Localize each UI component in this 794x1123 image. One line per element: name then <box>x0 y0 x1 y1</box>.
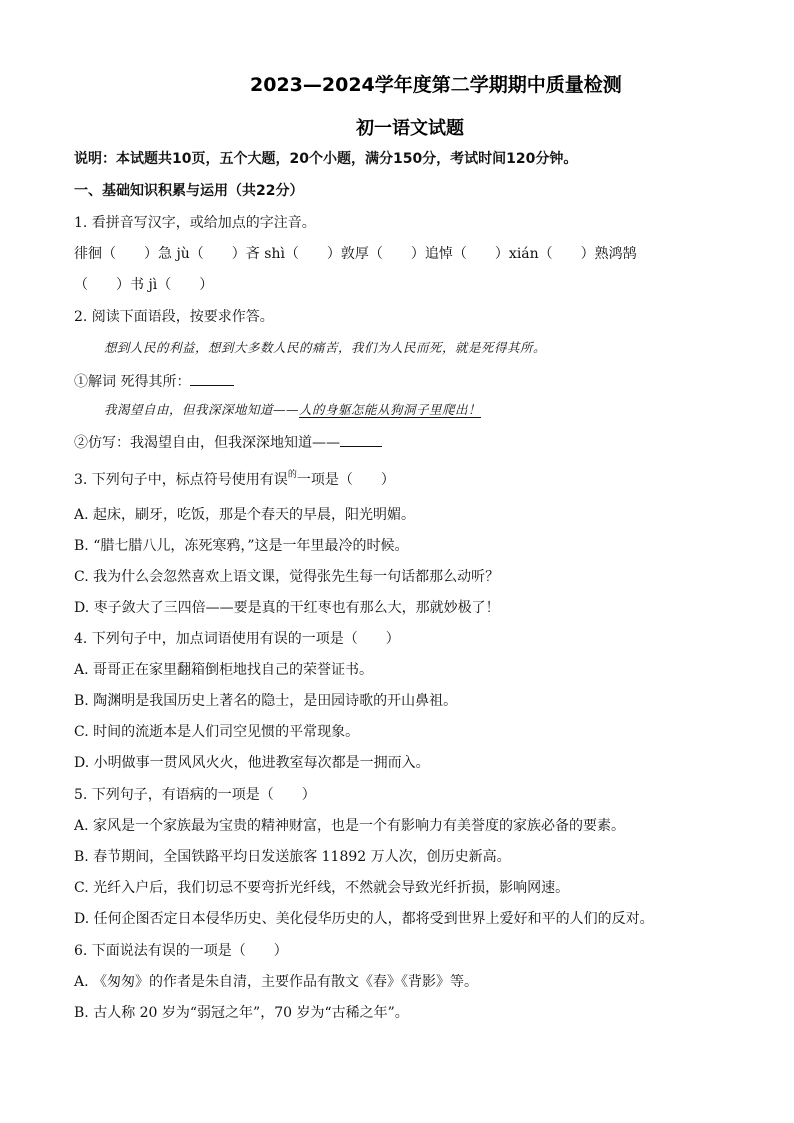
q3-stem-end: 一项是（ ） <box>296 472 395 488</box>
q5-option-d: D. 任何企图否定日本侵华历史、美化侵华历史的人，都将受到世界上爱好和平的人们的反对。 <box>74 911 654 927</box>
q2-stem: 2. 阅读下面语段，按要求作答。 <box>74 309 274 325</box>
q4-option-b: B. 陶渊明是我国历史上著名的隐士，是田园诗歌的开山鼻祖。 <box>74 693 458 709</box>
q3-option-d: D. 枣子敛大了三四倍——要是真的干红枣也有那么大，那就妙极了！ <box>74 600 500 616</box>
q2-task1-text: ①解词 死得其所： <box>74 374 191 390</box>
section-heading: 一、基础知识积累与运用（共22分） <box>74 183 304 199</box>
q5-stem: 5. 下列句子，有语病的一项是（ ） <box>74 787 316 803</box>
answer-blank[interactable] <box>340 432 382 447</box>
q2-passage1: 想到人民的利益，想到大多数人民的痛苦，我们为人民而死，就是死得其所。 <box>104 340 547 355</box>
q4-option-c: C. 时间的流逝本是人们司空见惯的平常现象。 <box>74 724 360 740</box>
q4-option-d: D. 小明做事一贯风风火火，他进教室每次都是一拥而入。 <box>74 755 430 771</box>
q3-stem <box>74 471 395 491</box>
q3-option-c: C. 我为什么会忽然喜欢上语文课，觉得张先生每一句话都那么动听？ <box>74 569 500 585</box>
q1-stem: 1. 看拼音写汉字，或给加点的字注音。 <box>74 215 316 231</box>
q4-stem: 4. 下列句子中，加点词语使用有误的一项是（ ） <box>74 631 400 647</box>
q2-task1 <box>74 371 234 391</box>
q5-option-c: C. 光纤入户后，我们切忌不要弯折光纤线，不然就会导致光纤折损，影响网速。 <box>74 880 570 896</box>
q3-option-a: A. 起床，刷牙，吃饭，那是个春天的早晨，阳光明媚。 <box>74 507 416 523</box>
answer-blank[interactable] <box>190 371 234 386</box>
q1-row2: （ ）书 jì（ ） <box>74 277 214 293</box>
q5-option-b: B. 春节期间，全国铁路平均日发送旅客 11892 万人次，创历史新高。 <box>74 849 511 865</box>
exam-subtitle: 初一语文试题 <box>356 118 464 139</box>
q6-option-a: A. 《匆匆》的作者是朱自清，主要作品有散文《春》《背影》等。 <box>74 974 479 990</box>
q1-row1: 徘徊（ ）急 jù（ ）吝 shì（ ）敦厚（ ）追悼（ ）xián（ ）熟鸿鹄 <box>74 246 637 262</box>
q5-option-a: A. 家风是一个家族最为宝贵的精神财富，也是一个有影响力有美誉度的家族必备的要素。 <box>74 818 626 834</box>
q4-option-a: A. 哥哥正在家里翻箱倒柜地找自己的荣誉证书。 <box>74 662 374 678</box>
q2-passage2-underlined: 人的身躯怎能从狗洞子里爬出！ <box>299 402 482 417</box>
q3-stem-sup: 的 <box>287 470 297 480</box>
q2-task2-text: ②仿写：我渴望自由，但我深深地知道—— <box>74 435 340 451</box>
q2-passage2 <box>104 401 481 419</box>
exam-instructions: 说明：本试题共10页，五个大题，20个小题，满分150分，考试时间120分钟。 <box>74 151 578 167</box>
q6-stem: 6. 下面说法有误的一项是（ ） <box>74 943 288 959</box>
q2-passage2-start: 我渴望自由，但我深深地知道—— <box>104 402 300 417</box>
q6-option-b: B. 古人称 20 岁为“弱冠之年”，70 岁为“古稀之年”。 <box>74 1005 409 1021</box>
exam-title: 2023—2024学年度第二学期期中质量检测 <box>250 74 622 96</box>
q2-task2 <box>74 432 382 452</box>
q3-stem-start: 3. 下列句子中，标点符号使用有误 <box>74 472 288 488</box>
q3-option-b: B. “腊七腊八儿，冻死寒鸦，”这是一年里最冷的时候。 <box>74 538 409 554</box>
